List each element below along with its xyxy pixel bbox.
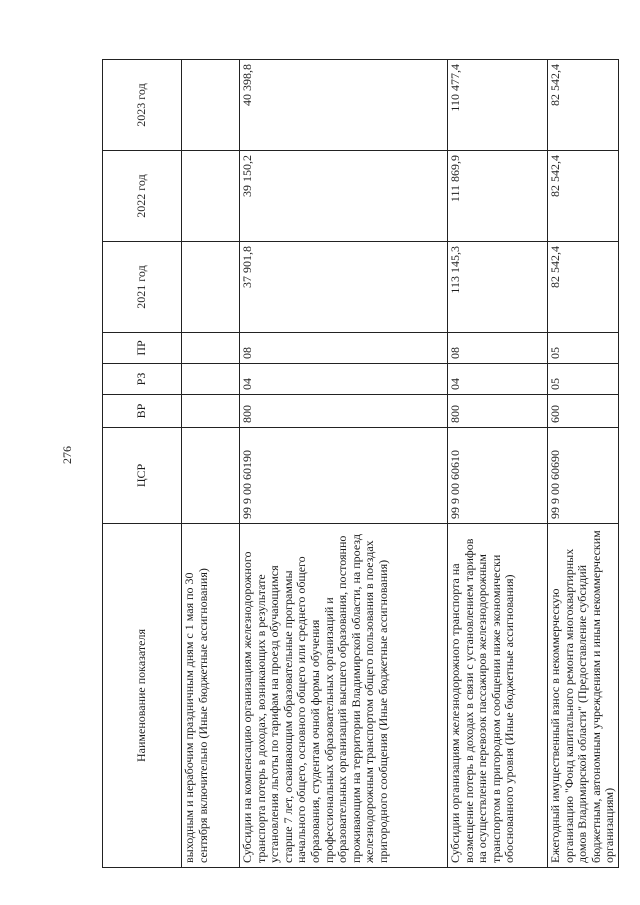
- header-csr: ЦСР: [103, 428, 182, 524]
- table-row: [448, 60, 548, 868]
- page-number: 276: [60, 446, 74, 464]
- row-vr: 600: [548, 395, 619, 428]
- row-name: Субсидии организациям железнодорожного транспорта на возмещение потерь в доходах в связи с установлением тарифов на осуществление перевозок пассажиров железнодорожным транспортом в пригородном сообщении ниже экономически обоснованного уровня (Иные бюджетные ассигнования): [448, 524, 548, 868]
- row-pr: 08: [240, 333, 448, 364]
- row-name: Ежегодный имущественный взнос в некоммерческую организацию "Фонд капитального ремонта многоквартирных домов Владимирской области" (Предоставление субсидий бюджетным, автономным учреждениям и иным некоммерческим организациям): [548, 524, 619, 868]
- header-vr: ВР: [103, 395, 182, 428]
- row-name: выходным и нерабочим праздничным дням с 1 мая по 30 сентября включительно (Иные бюджетные ассигнования): [182, 524, 240, 868]
- row-csr: 99 9 00 60190: [240, 428, 448, 524]
- row-rz: 04: [448, 364, 548, 395]
- row-rz: 05: [548, 364, 619, 395]
- row-2023: 82 542,4: [548, 60, 619, 151]
- row-2023: 110 477,4: [448, 60, 548, 151]
- budget-table: [102, 59, 619, 868]
- row-2022: 39 150,2: [240, 151, 448, 242]
- row-2022: [182, 151, 240, 242]
- table-row: [240, 60, 448, 868]
- header-2021: 2021 год: [103, 242, 182, 333]
- row-2023: 40 398,8: [240, 60, 448, 151]
- row-pr: 08: [448, 333, 548, 364]
- header-rz: РЗ: [103, 364, 182, 395]
- header-name: Наименование показателя: [103, 524, 182, 868]
- row-vr: [182, 395, 240, 428]
- row-rz: 04: [240, 364, 448, 395]
- row-vr: 800: [448, 395, 548, 428]
- row-csr: 99 9 00 60690: [548, 428, 619, 524]
- row-name: Субсидии на компенсацию организациям железнодорожного транспорта потерь в доходах, возникающих в результате установления льготы по тарифам на проезд обучающимся старше 7 лет, осваивающим образовательные программы начального общего, основного общего или среднего общего образования, студентам очной формы обучения профессиональных образовательных организаций и образовательных организаций высшего образования, постоянно проживающим на территории Владимирской области, на проезд железнодорожным транспортом общего пользования в поездах пригородного сообщения (Иные бюджетные ассигнования): [240, 524, 448, 868]
- row-2022: 111 869,9: [448, 151, 548, 242]
- row-2021: 82 542,4: [548, 242, 619, 333]
- row-vr: 800: [240, 395, 448, 428]
- header-2023: 2023 год: [103, 60, 182, 151]
- row-csr: [182, 428, 240, 524]
- row-2021: 37 901,8: [240, 242, 448, 333]
- row-pr: 05: [548, 333, 619, 364]
- table-row: [548, 60, 619, 868]
- rotated-page-content: [102, 60, 617, 868]
- row-2021: 113 145,3: [448, 242, 548, 333]
- row-2022: 82 542,4: [548, 151, 619, 242]
- row-2021: [182, 242, 240, 333]
- table-header-row: [103, 60, 182, 868]
- table-row: [182, 60, 240, 868]
- header-2022: 2022 год: [103, 151, 182, 242]
- row-pr: [182, 333, 240, 364]
- row-2023: [182, 60, 240, 151]
- header-pr: ПР: [103, 333, 182, 364]
- row-rz: [182, 364, 240, 395]
- row-csr: 99 9 00 60610: [448, 428, 548, 524]
